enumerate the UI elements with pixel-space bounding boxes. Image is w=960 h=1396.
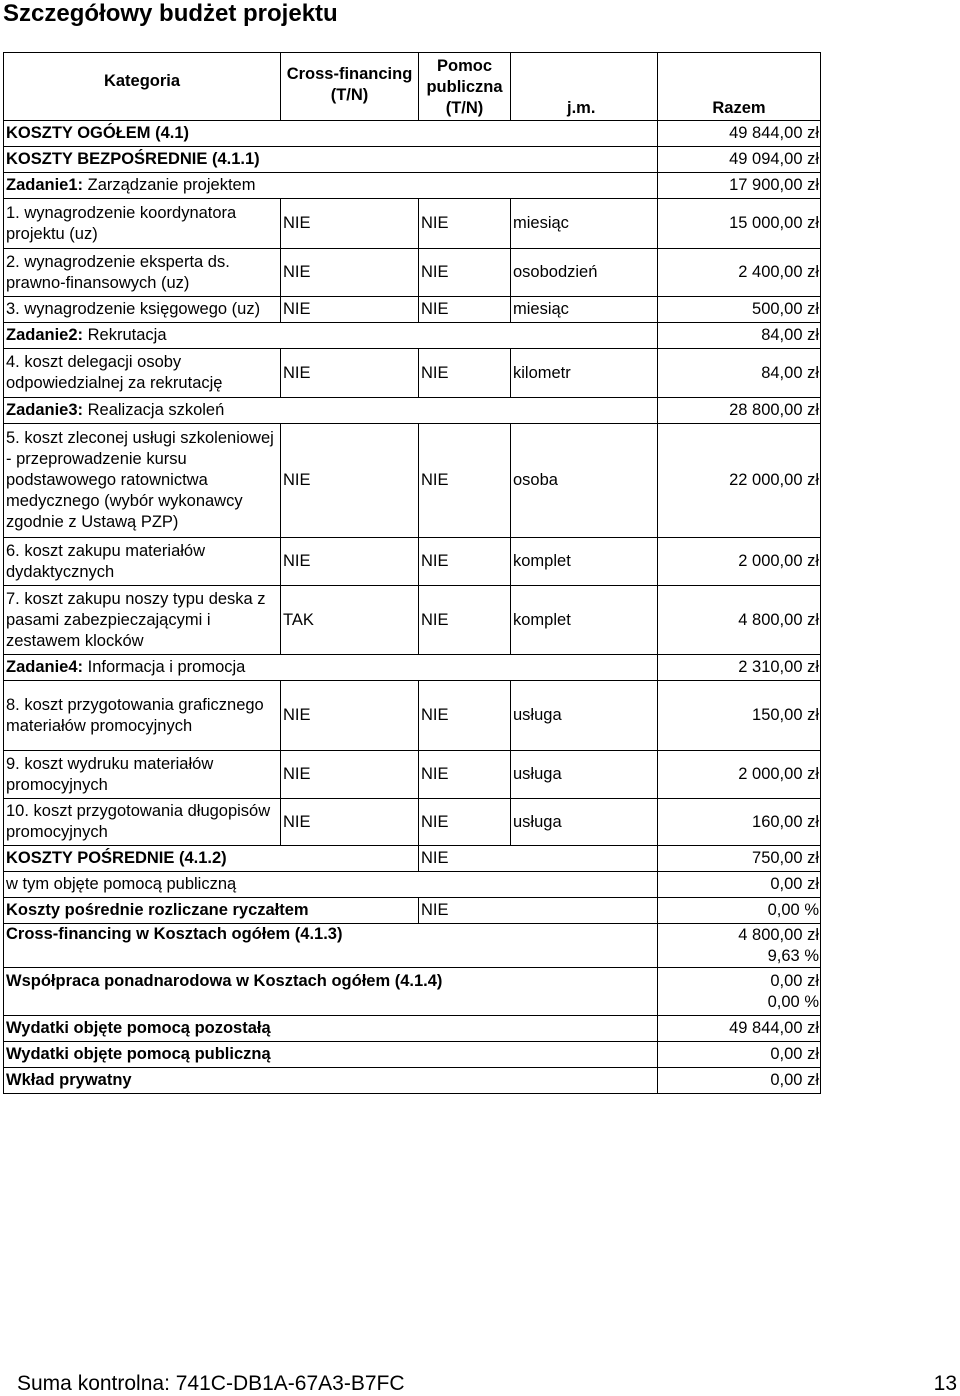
row-item10: [4, 799, 821, 846]
task-name: Zarządzanie projektem: [87, 176, 256, 194]
row-wydatki-publiczna: [4, 1042, 821, 1068]
row-razem: 0,00 zł: [658, 872, 821, 898]
cell-jm: usługa: [511, 751, 658, 799]
row-razem: 750,00 zł: [658, 846, 821, 872]
row-percent: 9,63 %: [767, 946, 819, 965]
row-zadanie1: [4, 173, 821, 199]
cell-jm: usługa: [511, 681, 658, 751]
cell-jm: miesiąc: [511, 297, 658, 323]
header-cross-financing: Cross-financing (T/N): [281, 53, 419, 121]
cell-pomoc-publiczna: NIE: [419, 249, 511, 297]
cell-pomoc-publiczna: NIE: [419, 681, 511, 751]
row-label: KOSZTY OGÓŁEM (4.1): [4, 121, 658, 147]
task-label: [4, 323, 658, 349]
row-label: 6. koszt zakupu materiałów dydaktycznych: [4, 538, 281, 586]
row-label: KOSZTY BEZPOŚREDNIE (4.1.1): [4, 147, 658, 173]
task-prefix: Zadanie4:: [6, 658, 84, 676]
cell-pomoc-publiczna: NIE: [419, 297, 511, 323]
row-label: 1. wynagrodzenie koordynatora projektu (uz): [4, 199, 281, 249]
row-razem: 84,00 zł: [658, 349, 821, 398]
row-label: Współpraca ponadnarodowa w Kosztach ogółem (4.1.4): [4, 968, 658, 1016]
row-label: 8. koszt przygotowania graficznego materiałów promocyjnych: [4, 681, 281, 751]
row-razem: 17 900,00 zł: [658, 173, 821, 199]
row-label: 3. wynagrodzenie księgowego (uz): [4, 297, 281, 323]
page-number: 13: [933, 1372, 957, 1395]
row-razem: 2 000,00 zł: [658, 538, 821, 586]
task-label: [4, 398, 658, 424]
cell-pomoc-publiczna: NIE: [419, 349, 511, 398]
cell-pomoc-publiczna: NIE: [419, 424, 511, 538]
task-name: Informacja i promocja: [87, 658, 246, 676]
row-razem: 2 310,00 zł: [658, 655, 821, 681]
cell-jm: osobodzień: [511, 249, 658, 297]
row-koszty-posrednie-ryczalt: [4, 898, 821, 924]
row-item2: [4, 249, 821, 297]
row-item7: [4, 586, 821, 655]
cell-pomoc-publiczna: NIE: [419, 199, 511, 249]
budget-table: [3, 52, 821, 1094]
cell-cross-financing: NIE: [281, 538, 419, 586]
row-item8: [4, 681, 821, 751]
cell-cross-financing: NIE: [281, 249, 419, 297]
row-label: 5. koszt zleconej usługi szkoleniowej - przeprowadzenie kursu podstawowego ratownictwa medycznego (wybór wykonawcy zgodnie z Ustawą PZP): [4, 424, 281, 538]
row-razem: 49 094,00 zł: [658, 147, 821, 173]
row-cross-financing: [4, 924, 821, 968]
cell-cross-financing: TAK: [281, 586, 419, 655]
row-label: Cross-financing w Kosztach ogółem (4.1.3): [4, 924, 658, 968]
row-w-tym-pomoca: [4, 872, 821, 898]
row-item5: [4, 424, 821, 538]
row-razem: 15 000,00 zł: [658, 199, 821, 249]
row-zadanie4: [4, 655, 821, 681]
cell-jm: kilometr: [511, 349, 658, 398]
task-prefix: Zadanie3:: [6, 401, 84, 419]
cell-pomoc-publiczna: NIE: [419, 846, 658, 872]
row-item6: [4, 538, 821, 586]
row-zadanie2: [4, 323, 821, 349]
row-razem-group: [658, 968, 821, 1016]
row-razem: 0,00 zł: [658, 1042, 821, 1068]
cell-cross-financing: NIE: [281, 424, 419, 538]
cell-jm: komplet: [511, 538, 658, 586]
task-prefix: Zadanie2:: [6, 326, 84, 344]
header-kategoria: Kategoria: [4, 53, 281, 121]
cell-jm: osoba: [511, 424, 658, 538]
row-item9: [4, 751, 821, 799]
row-wspolpraca: [4, 968, 821, 1016]
row-razem: 49 844,00 zł: [658, 1016, 821, 1042]
row-razem: 22 000,00 zł: [658, 424, 821, 538]
cell-cross-financing: NIE: [281, 751, 419, 799]
cell-pomoc-publiczna: NIE: [419, 799, 511, 846]
row-item1: [4, 199, 821, 249]
cell-jm: komplet: [511, 586, 658, 655]
page-footer: [17, 1372, 960, 1396]
cell-jm: usługa: [511, 799, 658, 846]
row-razem: 150,00 zł: [658, 681, 821, 751]
row-koszty-ogolem: [4, 121, 821, 147]
row-razem: 4 800,00 zł: [658, 586, 821, 655]
row-item3: [4, 297, 821, 323]
row-razem: 0,00 zł: [658, 1068, 821, 1094]
header-jm: j.m.: [511, 53, 658, 121]
row-razem: 28 800,00 zł: [658, 398, 821, 424]
cell-pomoc-publiczna: NIE: [419, 751, 511, 799]
cell-cross-financing: NIE: [281, 297, 419, 323]
row-label: 7. koszt zakupu noszy typu deska z pasami zabezpieczającymi i zestawem klocków: [4, 586, 281, 655]
cell-cross-financing: NIE: [281, 799, 419, 846]
row-razem: 0,00 zł: [770, 971, 819, 990]
task-prefix: Zadanie1:: [6, 176, 84, 194]
row-koszty-posrednie: [4, 846, 821, 872]
row-label: 10. koszt przygotowania długopisów promocyjnych: [4, 799, 281, 846]
row-percent: 0,00 %: [767, 992, 819, 1011]
row-item4: [4, 349, 821, 398]
row-label: Koszty pośrednie rozliczane ryczałtem: [4, 898, 419, 924]
row-razem: 84,00 zł: [658, 323, 821, 349]
task-label: [4, 655, 658, 681]
cell-pomoc-publiczna: NIE: [419, 586, 511, 655]
row-razem: 160,00 zł: [658, 799, 821, 846]
row-razem: 49 844,00 zł: [658, 121, 821, 147]
task-name: Realizacja szkoleń: [87, 401, 225, 419]
row-label: 4. koszt delegacji osoby odpowiedzialnej za rekrutację: [4, 349, 281, 398]
row-razem-group: [658, 924, 821, 968]
row-razem: 2 400,00 zł: [658, 249, 821, 297]
row-label: Wydatki objęte pomocą publiczną: [4, 1042, 658, 1068]
task-name: Rekrutacja: [87, 326, 167, 344]
header-row: [4, 53, 821, 121]
row-wydatki-pozostala: [4, 1016, 821, 1042]
row-zadanie3: [4, 398, 821, 424]
row-label: Wydatki objęte pomocą pozostałą: [4, 1016, 658, 1042]
row-label: 2. wynagrodzenie eksperta ds. prawno-finansowych (uz): [4, 249, 281, 297]
page-title: Szczegółowy budżet projektu: [3, 0, 338, 27]
row-label: w tym objęte pomocą publiczną: [4, 872, 658, 898]
row-label: 9. koszt wydruku materiałów promocyjnych: [4, 751, 281, 799]
task-label: [4, 173, 658, 199]
row-razem: 4 800,00 zł: [738, 925, 819, 944]
checksum-text: Suma kontrolna: 741C-DB1A-67A3-B7FC: [17, 1372, 405, 1395]
header-razem: Razem: [658, 53, 821, 121]
row-razem: 2 000,00 zł: [658, 751, 821, 799]
row-koszty-bezposrednie: [4, 147, 821, 173]
header-pomoc-publiczna: Pomoc publiczna (T/N): [419, 53, 511, 121]
cell-cross-financing: NIE: [281, 681, 419, 751]
row-label: KOSZTY POŚREDNIE (4.1.2): [4, 846, 419, 872]
cell-jm: miesiąc: [511, 199, 658, 249]
row-wklad-prywatny: [4, 1068, 821, 1094]
cell-cross-financing: NIE: [281, 199, 419, 249]
cell-cross-financing: NIE: [281, 349, 419, 398]
row-razem: 0,00 %: [658, 898, 821, 924]
row-razem: 500,00 zł: [658, 297, 821, 323]
cell-pomoc-publiczna: NIE: [419, 898, 658, 924]
row-label: Wkład prywatny: [4, 1068, 658, 1094]
cell-pomoc-publiczna: NIE: [419, 538, 511, 586]
